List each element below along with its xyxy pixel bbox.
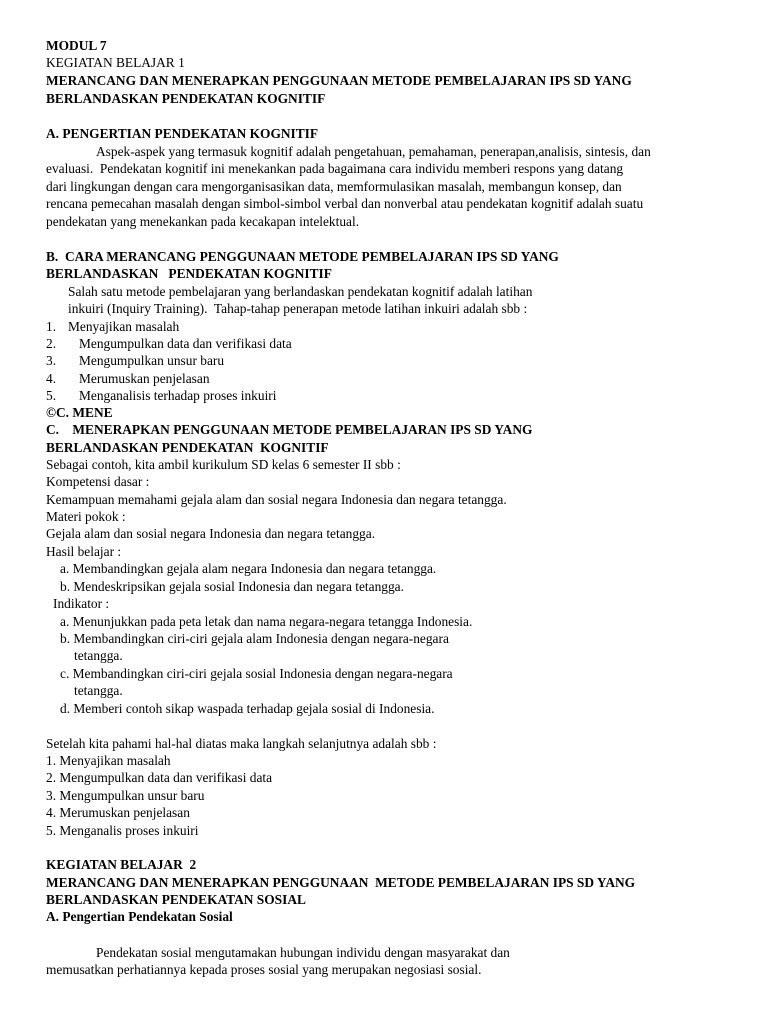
field-label: Hasil belajar : (46, 544, 122, 559)
paragraph-line: Kemampuan memahami gejala alam dan sosial negara Indonesia dan negara tetangga. (46, 492, 507, 507)
list-item: a. Membandingkan gejala alam negara Indonesia dan negara tetangga. (60, 561, 437, 576)
list-item: a. Menunjukkan pada peta letak dan nama negara-negara tetangga Indonesia. (60, 614, 473, 629)
paragraph-line: Gejala alam dan sosial negara Indonesia dan negara tetangga. (46, 526, 376, 541)
list-item: 3. Mengumpulkan unsur baru (46, 788, 205, 803)
list-item: c. Membandingkan ciri-ciri gejala sosial Indonesia dengan negara-negara (60, 666, 453, 681)
list-item: Mengumpulkan data dan verifikasi data (79, 336, 292, 351)
field-label: Kompetensi dasar : (46, 474, 150, 489)
module-title: MODUL 7 (46, 38, 107, 53)
paragraph-line: Aspek-aspek yang termasuk kognitif adalah pengetahuan, pemahaman, penerapan,analisis, sintesis, dan (96, 144, 651, 159)
list-item: Menyajikan masalah (68, 319, 180, 334)
paragraph-line: evaluasi. Pendekatan kognitif ini menekankan pada bagaimana cara individu memberi respons yang datang (46, 161, 624, 176)
heading-line: BERLANDASKAN PENDEKATAN SOSIAL (46, 892, 306, 907)
heading-line: MERANCANG DAN MENERAPKAN PENGGUNAAN METODE PEMBELAJARAN IPS SD YANG (46, 73, 632, 88)
list-item: Merumuskan penjelasan (79, 371, 210, 386)
paragraph-line: Sebagai contoh, kita ambil kurikulum SD kelas 6 semester II sbb : (46, 457, 401, 472)
list-number: 2. (46, 336, 57, 351)
copyright-note: ©C. MENE (46, 405, 113, 420)
paragraph-line: pendekatan yang menekankan pada kecakapan intelektual. (46, 214, 360, 229)
paragraph-line: Salah satu metode pembelajaran yang berlandaskan pendekatan kognitif adalah latihan (68, 284, 533, 299)
list-item: d. Memberi contoh sikap waspada terhadap gejala sosial di Indonesia. (60, 701, 435, 716)
field-label: Indikator : (53, 596, 110, 611)
list-item: 2. Mengumpulkan data dan verifikasi data (46, 770, 273, 785)
list-number: 4. (46, 371, 57, 386)
list-item: 1. Menyajikan masalah (46, 753, 171, 768)
section-heading: A. Pengertian Pendekatan Sosial (46, 909, 233, 924)
field-label: Materi pokok : (46, 509, 126, 524)
list-number: 3. (46, 353, 57, 368)
section-heading: BERLANDASKAN PENDEKATAN KOGNITIF (46, 266, 332, 281)
list-item: 5. Menganalis proses inkuiri (46, 823, 199, 838)
list-item-continuation: tetangga. (74, 648, 123, 663)
paragraph-line: dari lingkungan dengan cara mengorganisasikan data, memformulasikan masalah, membangun konsep, dan (46, 179, 622, 194)
paragraph-line: Pendekatan sosial mengutamakan hubungan individu dengan masyarakat dan (96, 945, 510, 960)
section-heading: A. PENGERTIAN PENDEKATAN KOGNITIF (46, 126, 319, 141)
list-number: 5. (46, 388, 57, 403)
list-item: Mengumpulkan unsur baru (79, 353, 225, 368)
activity-heading: KEGIATAN BELAJAR 2 (46, 857, 197, 872)
heading-line: MERANCANG DAN MENERAPKAN PENGGUNAAN METODE PEMBELAJARAN IPS SD YANG (46, 875, 636, 890)
paragraph-line: memusatkan perhatiannya kepada proses sosial yang merupakan negosiasi sosial. (46, 962, 482, 977)
heading-line: BERLANDASKAN PENDEKATAN KOGNITIF (46, 91, 326, 106)
paragraph-line: rencana pemecahan masalah dengan simbol-simbol verbal dan nonverbal atau pendekatan kognitif adalah suatu (46, 196, 644, 211)
paragraph-line: Setelah kita pahami hal-hal diatas maka langkah selanjutnya adalah sbb : (46, 736, 437, 751)
list-item: b. Mendeskripsikan gejala sosial Indonesia dan negara tetangga. (60, 579, 404, 594)
activity-label: KEGIATAN BELAJAR 1 (46, 55, 185, 70)
section-heading: BERLANDASKAN PENDEKATAN KOGNITIF (46, 440, 329, 455)
list-item: 4. Merumuskan penjelasan (46, 805, 190, 820)
paragraph-line: inkuiri (Inquiry Training). Tahap-tahap penerapan metode latihan inkuiri adalah sbb : (68, 301, 528, 316)
section-heading: C. MENERAPKAN PENGGUNAAN METODE PEMBELAJARAN IPS SD YANG (46, 422, 533, 437)
list-item: Menganalisis terhadap proses inkuiri (79, 388, 277, 403)
list-item: b. Membandingkan ciri-ciri gejala alam Indonesia dengan negara-negara (60, 631, 449, 646)
list-number: 1. (46, 319, 57, 334)
section-heading: B. CARA MERANCANG PENGGUNAAN METODE PEMBELAJARAN IPS SD YANG (46, 249, 559, 264)
list-item-continuation: tetangga. (74, 683, 123, 698)
